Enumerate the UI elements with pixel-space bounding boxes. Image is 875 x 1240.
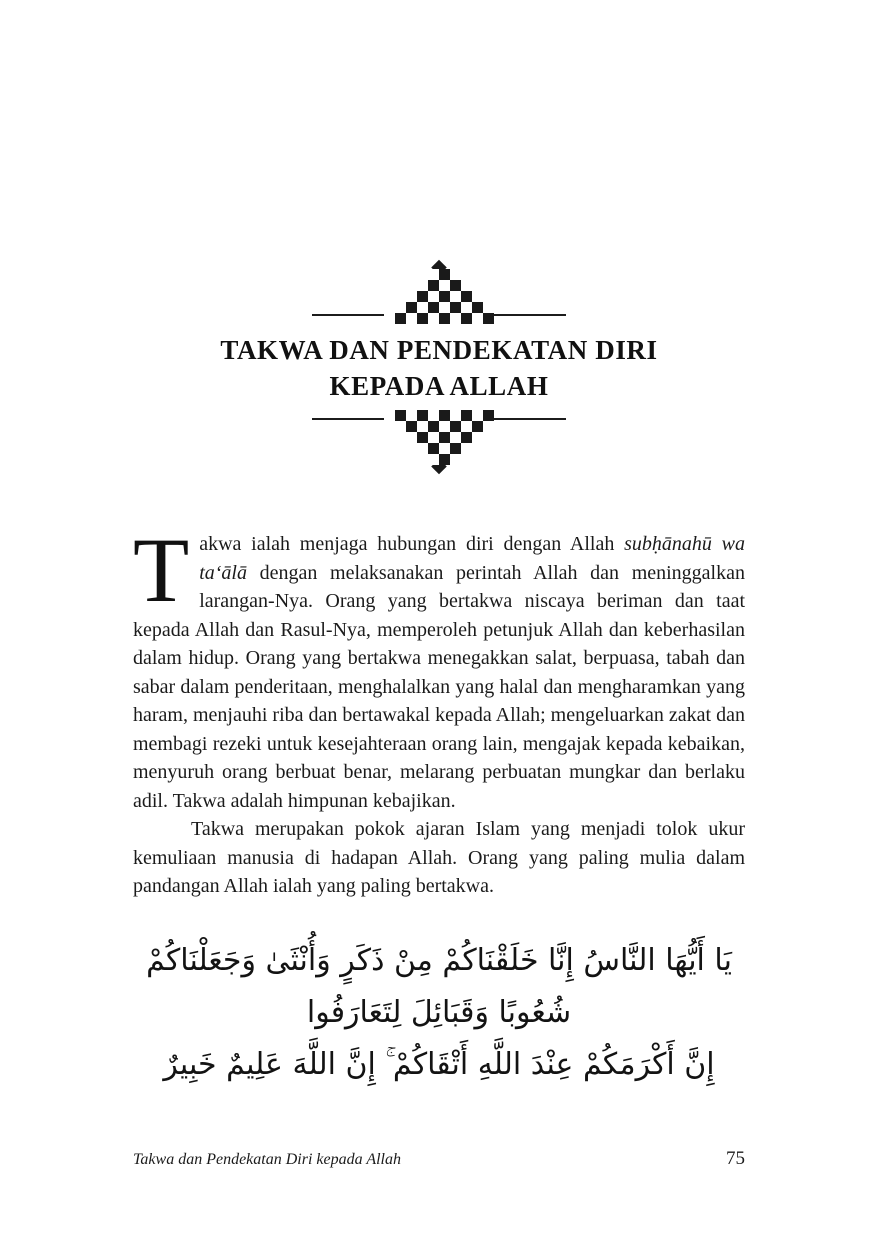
quran-verse-line1: يَا أَيُّهَا النَّاسُ إِنَّا خَلَقْنَاكُمْ مِنْ ذَكَرٍ وَأُنْثَىٰ وَجَعَلْنَاكُمْ شُعُوبًا وَقَبَائِلَ لِتَعَارَفُوا bbox=[146, 942, 732, 1030]
islamic-medallion-bottom-icon bbox=[384, 410, 494, 465]
body-text bbox=[133, 519, 745, 1091]
paragraph-2: Takwa merupakan pokok ajaran Islam yang menjadi tolok ukur kemuliaan manusia di hadapan Allah. Orang yang paling mulia dalam pandangan Allah ialah yang paling bertakwa. bbox=[133, 818, 745, 897]
paragraph-1-arabic-honorific: subḥānahū wa ta‘ālā bbox=[199, 533, 745, 584]
running-title: Takwa dan Pendekatan Diri kepada Allah bbox=[133, 1151, 401, 1168]
paragraph-1-start: akwa ialah menjaga hubungan diri dengan Allah bbox=[199, 533, 625, 555]
ornament-top bbox=[133, 266, 745, 324]
ornament-bottom bbox=[133, 410, 745, 468]
paragraph-1 bbox=[133, 519, 745, 815]
chapter-title bbox=[133, 332, 745, 404]
islamic-medallion-top-icon bbox=[384, 269, 494, 324]
page-footer bbox=[133, 1148, 745, 1170]
page-number: 75 bbox=[726, 1148, 745, 1169]
quran-verse bbox=[133, 935, 745, 1091]
dropcap: T bbox=[133, 519, 190, 621]
quran-verse-line2: إِنَّ أَكْرَمَكُمْ عِنْدَ اللَّهِ أَتْقَاكُمْ ۚ إِنَّ اللَّهَ عَلِيمٌ خَبِيرٌ bbox=[163, 1046, 715, 1082]
chapter-title-line2: KEPADA ALLAH bbox=[329, 371, 549, 401]
chapter-title-line1: TAKWA DAN PENDEKATAN DIRI bbox=[220, 335, 658, 365]
paragraph-1-rest: dengan melaksanakan perintah Allah dan meninggalkan larangan-Nya. Orang yang bertakwa niscaya beriman dan taat kepada Allah dan Rasul-Nya, memperoleh petunjuk Allah dan keberhasilan dalam hidup. Orang yang bertakwa menegakkan salat, berpuasa, tabah dan sabar dalam penderitaan, menghalalkan yang halal dan mengharamkan yang haram, menjauhi riba dan bertawakal kepada Allah; mengeluarkan zakat dan membagi rezeki untuk kesejahteraan orang lain, mengajak kepada kebaikan, menyuruh orang berbuat benar, melarang perbuatan mungkar dan berlaku adil. Takwa adalah himpunan kebajikan. bbox=[133, 561, 745, 812]
page-content bbox=[133, 266, 745, 1091]
